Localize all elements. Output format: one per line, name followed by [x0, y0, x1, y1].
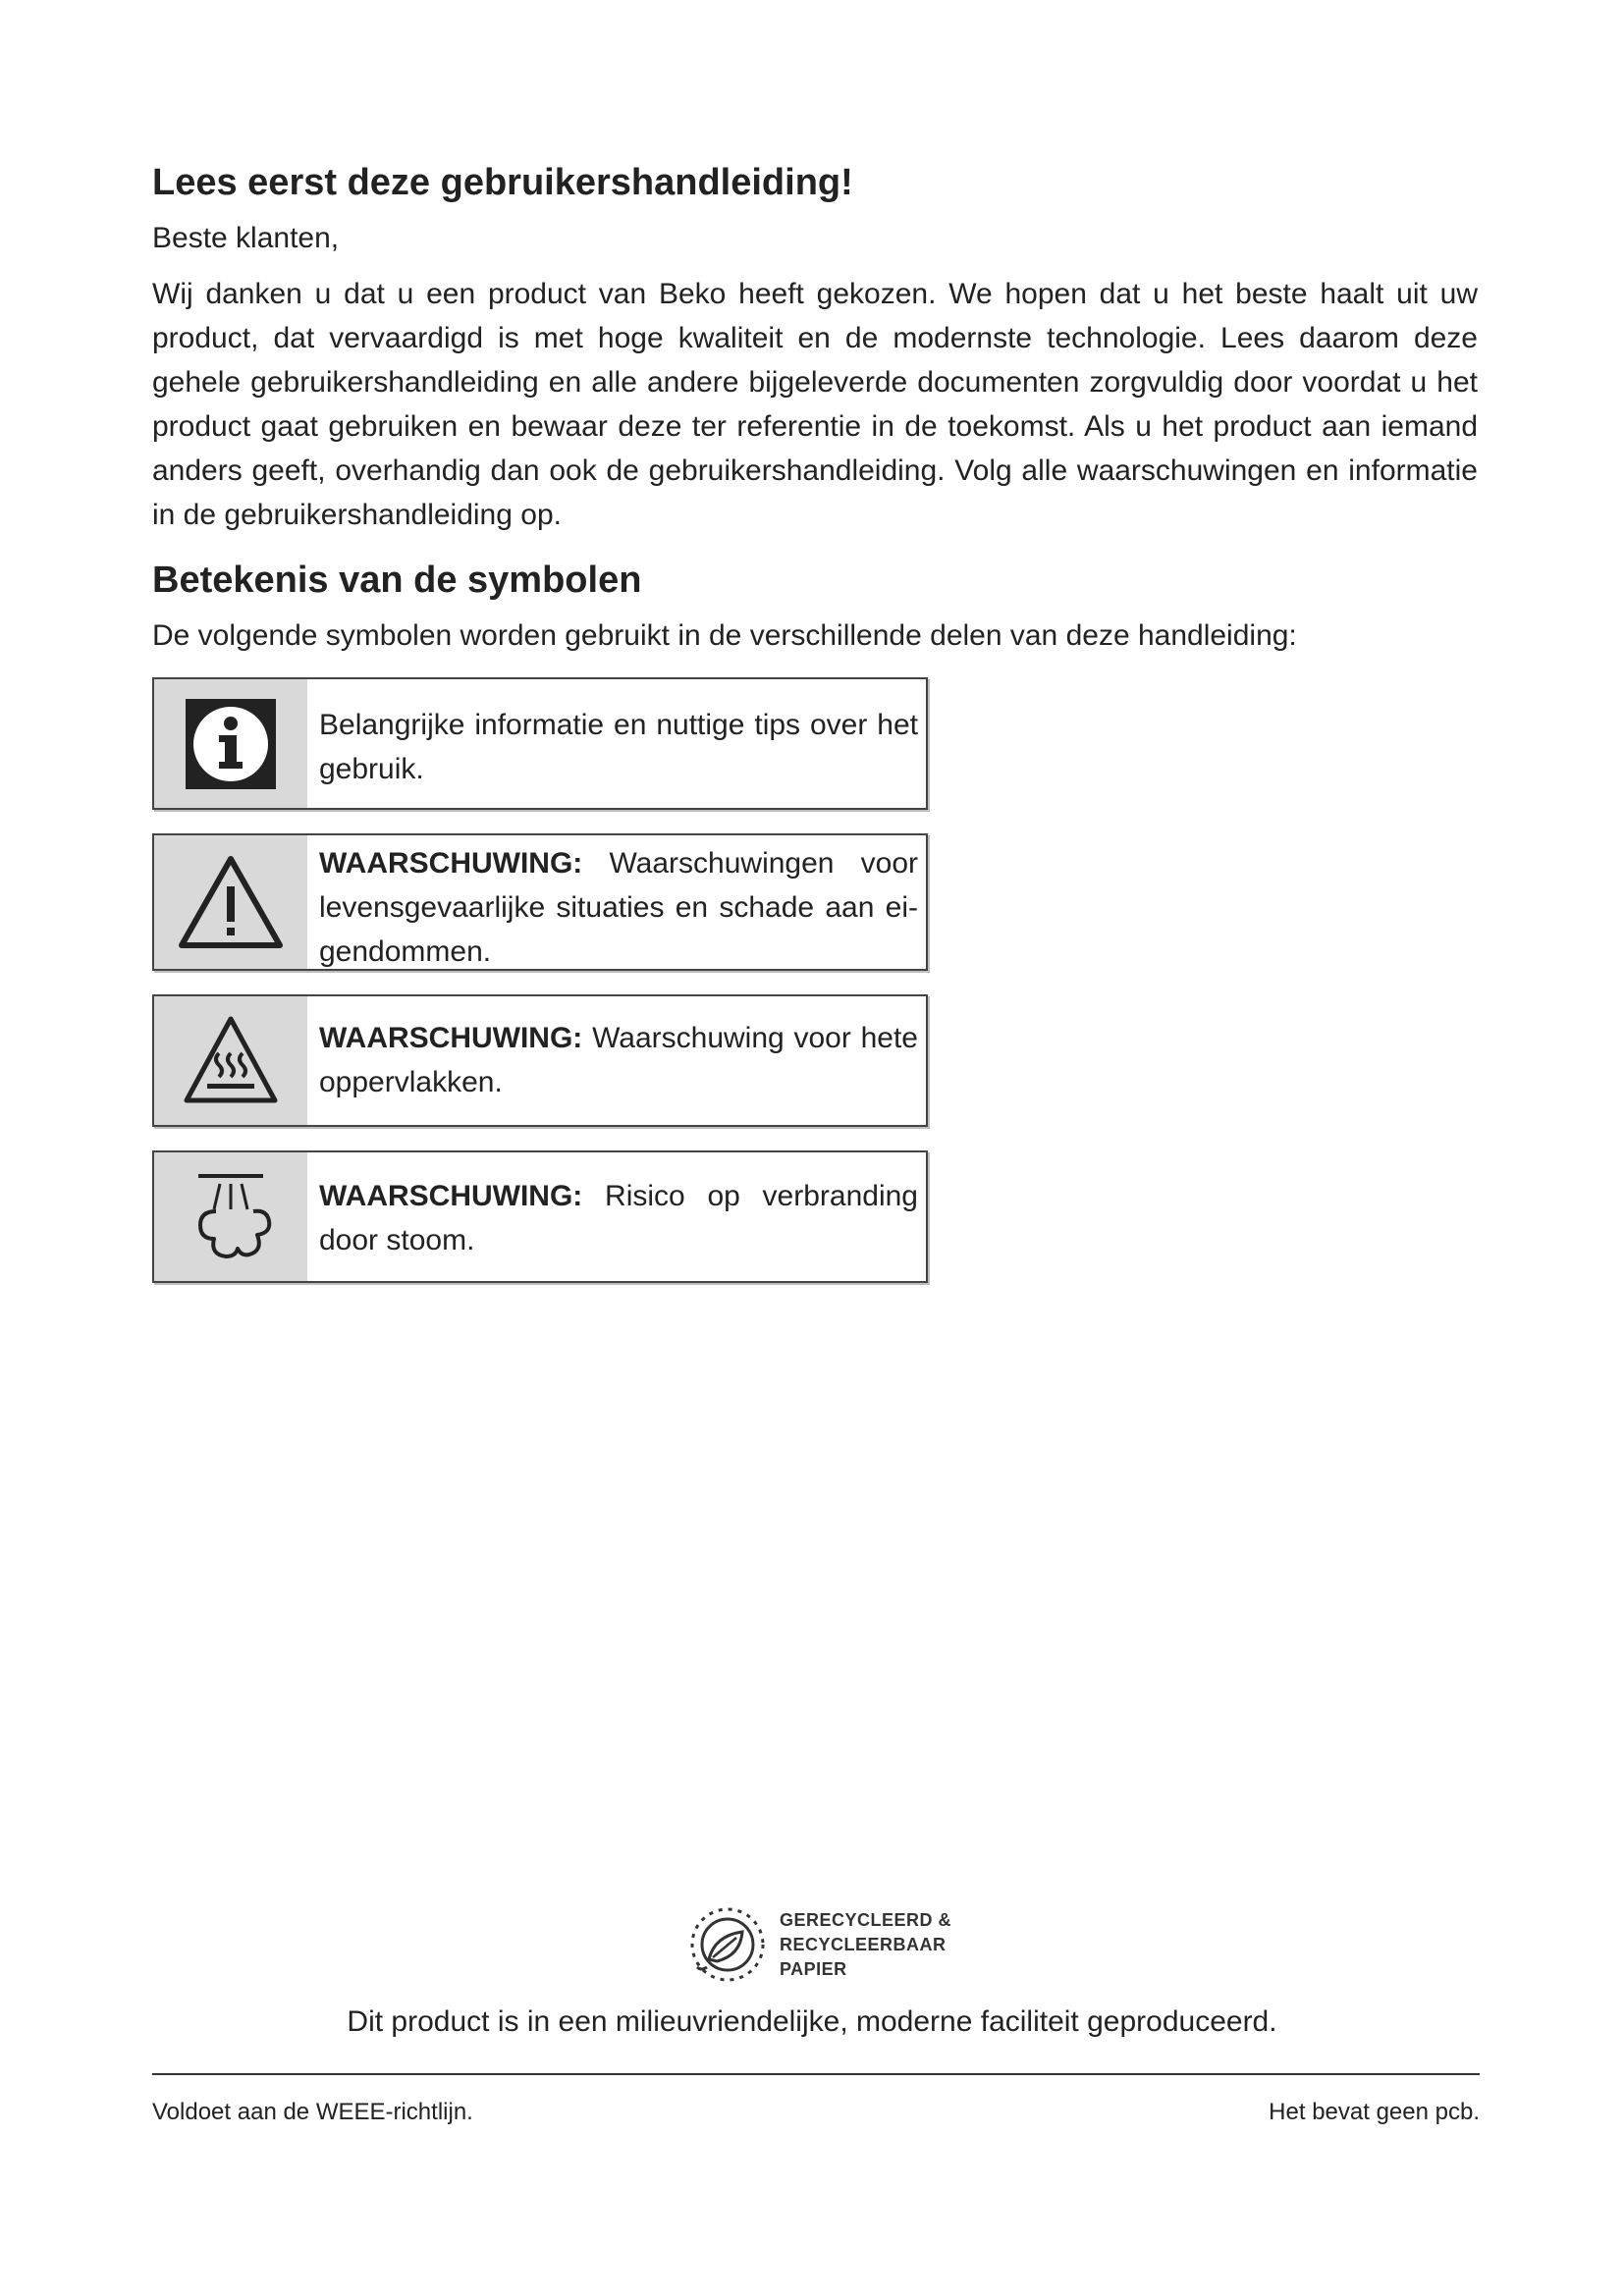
recycle-line-1: GERECYCLEERD &: [780, 1909, 952, 1930]
symbol-info-box: [152, 677, 928, 810]
symbol-warning-label: WAARSCHUWING:: [319, 847, 583, 880]
footer-divider: [152, 2073, 1480, 2075]
footer-pcb-note: Het bevat geen pcb.: [1269, 2099, 1480, 2125]
symbol-steam-label: WAARSCHUWING:: [319, 1180, 583, 1212]
recycle-line-3: PAPIER: [780, 1958, 847, 1979]
symbol-hot-surface-box: [152, 994, 928, 1127]
hot-surface-icon: [154, 996, 307, 1125]
recycled-paper-badge: [687, 1904, 951, 1985]
symbols-lead: De volgende symbolen worden gebruikt in de verschillende delen van deze handleiding:: [152, 619, 1297, 652]
footer-weee-note: Voldoet aan de WEEE-richtlijn.: [152, 2099, 473, 2125]
symbols-heading: Betekenis van de symbolen: [152, 560, 642, 601]
page-title: Lees eerst deze gebruikershandleiding!: [152, 162, 853, 203]
recycle-leaf-icon: [687, 1904, 768, 1985]
symbol-hot-surface-description: Waarschuwing voor hete oppervlakken.: [319, 1022, 918, 1098]
symbol-hot-surface-text: [307, 996, 926, 1125]
symbol-info-description: Belangrijke informatie en nuttige tips over het gebruik.: [319, 709, 918, 785]
symbol-info-text: [307, 679, 926, 808]
symbol-hot-surface-label: WAARSCHUWING:: [319, 1022, 583, 1054]
symbols-list: [152, 677, 928, 1283]
symbol-steam-text: [307, 1152, 926, 1281]
recycled-paper-text: [780, 1908, 951, 1982]
greeting: Beste klanten,: [152, 222, 340, 254]
page-content: [152, 159, 1478, 1307]
symbol-steam-box: [152, 1150, 928, 1283]
steam-icon: [154, 1152, 307, 1281]
info-icon: [154, 679, 307, 808]
symbol-warning-description: Waarschuwingen voor levensgevaarlijke situaties en schade aan eigendommen.: [319, 847, 918, 968]
symbol-warning-box: [152, 833, 928, 971]
warning-triangle-icon: [154, 835, 307, 969]
symbol-warning-text: [307, 835, 926, 969]
eco-statement: Dit product is in een milieuvriendelijke, moderne faciliteit geproduceerd.: [347, 2005, 1277, 2038]
intro-paragraph: Wij danken u dat u een product van Beko heeft gekozen. We hopen dat u het beste haalt uit uw product, dat vervaardigd is met hoge kwaliteit en de modernste technologie. Lees daarom deze gehele gebruikershandleiding en alle andere bijgeleverde documenten zorgvuldig door voordat u het product gaat gebruiken en bewaar deze ter referentie in de toekomst. Als u het product aan iemand anders geeft, overhandig dan ook de gebruikershandleiding. Volg alle waarschuwingen en informatie in de gebruikershandleiding op.: [152, 278, 1478, 531]
recycle-line-2: RECYCLEERBAAR: [780, 1934, 947, 1954]
symbol-steam-description: Risico op verbranding door stoom.: [319, 1180, 918, 1256]
